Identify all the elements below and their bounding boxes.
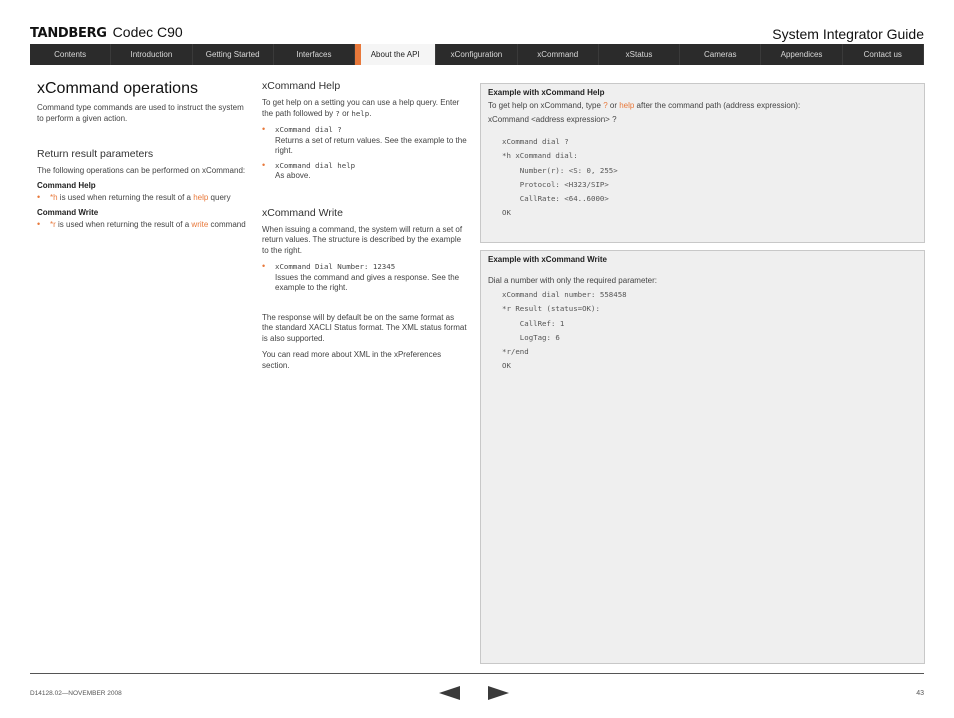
guide-title: System Integrator Guide: [772, 26, 924, 42]
code-r: *r: [50, 220, 56, 229]
next-page-arrow-icon[interactable]: [487, 686, 509, 700]
help-text-part: To get help on a setting you can use a help query. Enter the path followed by: [262, 98, 460, 118]
tab-appendices[interactable]: Appendices: [761, 44, 842, 65]
example-box-help-syntax: xCommand <address expression> ?: [488, 115, 617, 124]
bullet-icon: •: [262, 261, 266, 271]
example-box-help: [480, 83, 925, 243]
list-item: [37, 193, 247, 204]
xml-reference-text: You can read more about XML in the xPreferences section.: [262, 350, 442, 370]
instr-q: ?: [603, 101, 608, 110]
item-text: is used when returning the result of a: [57, 192, 194, 202]
tab-about-the-api[interactable]: About the API: [355, 44, 436, 65]
example-box-write: [480, 250, 925, 664]
product-name: Codec C90: [112, 24, 183, 40]
example-code: xCommand dial help: [275, 160, 356, 170]
xcommand-help-text: [262, 98, 467, 119]
instr-help: help: [619, 101, 635, 110]
help-text-q: ?: [335, 108, 340, 118]
section-title-return-result: Return result parameters: [37, 148, 154, 160]
tandberg-logo: TANDBERG: [30, 26, 107, 41]
subheading-command-help: Command Help: [37, 180, 96, 190]
intro-text: Command type commands are used to instruct the system to perform a given action.: [37, 103, 244, 123]
example-desc: Returns a set of return values. See the example to the right.: [275, 135, 467, 155]
xcommand-help-title: xCommand Help: [262, 80, 341, 92]
previous-page-arrow-icon[interactable]: [439, 686, 461, 700]
item-text: is used when returning the result of a: [55, 220, 192, 229]
tab-introduction[interactable]: Introduction: [111, 44, 192, 65]
list-write-examples: [262, 262, 467, 294]
column-left: [37, 80, 247, 236]
example-box-help-title: Example with xCommand Help: [488, 88, 605, 97]
tab-contents[interactable]: Contents: [30, 44, 111, 65]
footer-divider: [30, 673, 924, 674]
tab-xstatus[interactable]: xStatus: [599, 44, 680, 65]
list-command-help: [37, 193, 247, 204]
list-item: [37, 220, 247, 231]
page-title: xCommand operations: [37, 80, 198, 97]
top-nav: [30, 44, 924, 65]
bullet-icon: •: [37, 191, 41, 202]
tab-interfaces[interactable]: Interfaces: [274, 44, 355, 65]
list-item: [262, 161, 467, 182]
page-number: 43: [916, 690, 924, 697]
help-text-or: or: [339, 108, 352, 118]
help-text-end: .: [369, 108, 372, 118]
bullet-icon: •: [37, 219, 41, 229]
help-link[interactable]: help: [193, 192, 209, 202]
xcommand-write-title: xCommand Write: [262, 206, 343, 219]
tab-xconfiguration[interactable]: xConfiguration: [436, 44, 517, 65]
brand: [30, 24, 183, 42]
tab-cameras[interactable]: Cameras: [680, 44, 761, 65]
column-middle: [262, 80, 467, 377]
section-text-return-result: The following operations can be performed on xCommand:: [37, 166, 246, 175]
list-item: [262, 262, 467, 294]
example-desc: As above.: [275, 171, 311, 180]
write-link[interactable]: write: [191, 220, 209, 229]
tab-contact-us[interactable]: Contact us: [843, 44, 924, 65]
item-text-end: command: [208, 220, 246, 229]
instr-part: To get help on xCommand, type: [488, 101, 604, 110]
footer-doc-id: D14128.02—NOVEMBER 2008: [30, 690, 122, 697]
example-box-write-title: Example with xCommand Write: [488, 255, 607, 264]
response-format-text: The response will by default be on the same format as the standard XACLI Status format. The XML status format is also supported.: [262, 312, 467, 343]
item-text-end: query: [208, 192, 231, 202]
instr-end: after the command path (address expression):: [634, 101, 801, 110]
list-command-write: [37, 220, 247, 231]
bullet-icon: •: [262, 159, 266, 170]
example-desc: Issues the command and gives a response. See the example to the right.: [275, 272, 460, 292]
tab-getting-started[interactable]: Getting Started: [193, 44, 274, 65]
instr-or: or: [607, 101, 620, 110]
list-help-examples: [262, 125, 467, 182]
example-code: xCommand dial ?: [275, 125, 342, 134]
example-box-help-code: xCommand dial ? *h xCommand dial: Number(r): <S: 0, 255> Protocol: <H323/SIP> CallRate: <64..6000> OK: [502, 137, 618, 218]
subheading-command-write: Command Write: [37, 208, 99, 217]
example-box-write-instruction: Dial a number with only the required parameter:: [488, 276, 657, 285]
code-h: *h: [50, 192, 58, 202]
example-box-help-instruction: [481, 97, 924, 113]
list-item: [262, 125, 467, 157]
xcommand-write-text: When issuing a command, the system will return a set of return values. The structure is described by the example to the right.: [262, 224, 463, 255]
bullet-icon: •: [262, 124, 266, 134]
example-box-write-code: xCommand dial number: 558458 *r Result (status=OK): CallRef: 1 LogTag: 6 *r/end OK: [502, 290, 627, 371]
help-text-help: help: [351, 108, 370, 118]
example-code: xCommand Dial Number: 12345: [275, 262, 396, 271]
tab-xcommand[interactable]: xCommand: [518, 44, 599, 65]
